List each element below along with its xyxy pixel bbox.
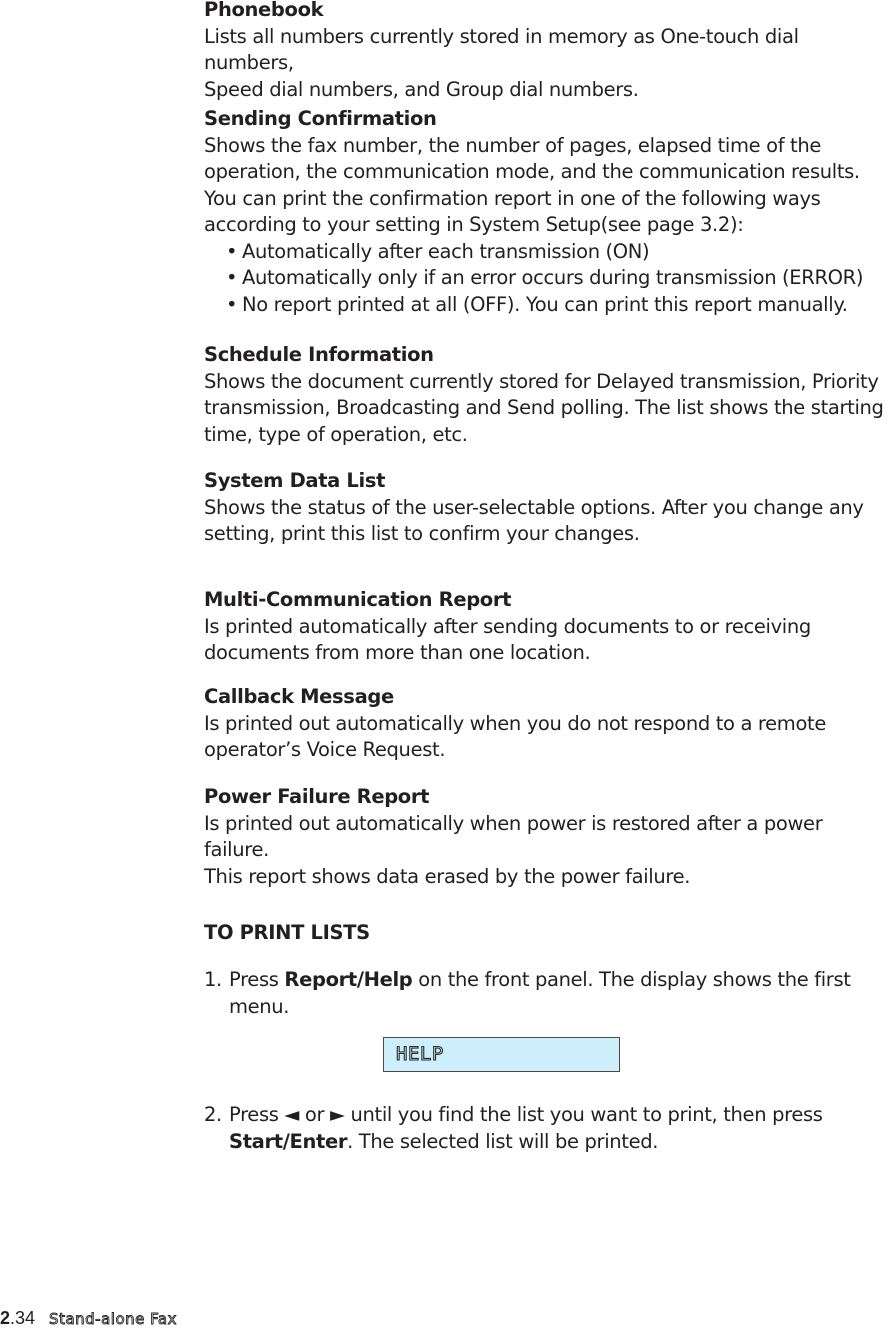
step-number: 1. <box>204 968 222 991</box>
step-item <box>204 1102 888 1155</box>
section-body: Is printed automatically after sending documents to or receiving documents from more than one location. <box>204 614 811 664</box>
section-heading: System Data List <box>204 469 386 492</box>
key-name: Report/Help <box>284 968 413 991</box>
section-body: Shows the fax number, the number of pages, elapsed time of the operation, the communication mode, and the communication results. You can print the confirmation report in one of the following ways according to your setting in System Setup(see page 3.2): <box>204 133 860 236</box>
steps-list <box>204 1102 888 1155</box>
list-item: • Automatically after each transmission (ON) <box>204 239 863 266</box>
steps-list <box>204 967 888 1020</box>
section-system-data-list <box>204 468 864 548</box>
section-heading: Schedule Information <box>204 343 434 366</box>
section-heading: Multi-Communication Report <box>204 588 512 611</box>
bullet-text: Automatically only if an error occurs during transmission (ERROR) <box>242 266 864 289</box>
section-heading: Callback Message <box>204 685 394 708</box>
section-to-print-lists <box>204 920 370 947</box>
list-item: • Automatically only if an error occurs during transmission (ERROR) <box>204 265 863 292</box>
section-power-failure-report <box>204 784 888 890</box>
section-body: Is printed out automatically when power is restored after a power failure. This report shows data erased by the power failure. <box>204 811 823 888</box>
section-heading: Power Failure Report <box>204 785 430 808</box>
section-schedule-information <box>204 342 884 448</box>
step-text: Press ◄ or ► until you find the list you want to print, then press Start/Enter. The selected list will be printed. <box>229 1103 823 1153</box>
section-multi-communication-report <box>204 587 811 667</box>
bullet-text: No report printed at all (OFF). You can print this report manually. <box>242 292 848 316</box>
step-number: 2. <box>204 1103 222 1126</box>
key-name: Start/Enter <box>229 1129 348 1153</box>
chapter-number: 2 <box>0 1308 11 1328</box>
list-item: • No report printed at all (OFF). You can print this report manually. <box>204 292 863 319</box>
section-phonebook <box>204 0 888 103</box>
section-body: Shows the document currently stored for Delayed transmission, Priority transmission, Broadcasting and Send polling. The list shows the starting time, type of operation, etc. <box>204 369 884 446</box>
section-body: Shows the status of the user-selectable options. After you change any setting, print this list to confirm your changes. <box>204 495 864 545</box>
section-heading: Phonebook <box>204 0 324 21</box>
step-item <box>204 967 888 1020</box>
lcd-text: HELP <box>396 1043 444 1065</box>
bullet-text: Automatically after each transmission (ON) <box>242 239 650 263</box>
section-body: Is printed out automatically when you do not respond to a remote operator’s Voice Request. <box>204 711 826 761</box>
bullet-list <box>204 239 863 319</box>
lcd-display <box>383 1037 620 1072</box>
section-body: Lists all numbers currently stored in memory as One-touch dial numbers, Speed dial numbers, and Group dial numbers. <box>204 24 799 101</box>
footer-title: Stand-alone Fax <box>49 1310 177 1328</box>
page-footer <box>0 1308 177 1329</box>
page-number: .34 <box>10 1308 36 1328</box>
section-heading: TO PRINT LISTS <box>204 921 370 944</box>
step-text: Press Report/Help on the front panel. The display shows the first menu. <box>229 968 851 1018</box>
section-heading: Sending Confirmation <box>204 107 437 130</box>
section-callback-message <box>204 684 826 764</box>
section-sending-confirmation <box>204 106 863 318</box>
